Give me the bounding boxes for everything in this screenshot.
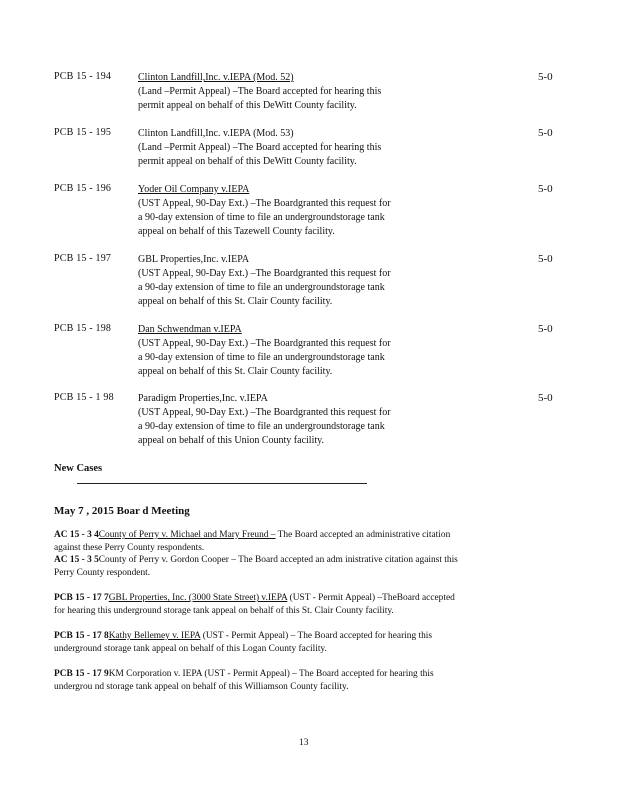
case-vote: 5-0: [538, 392, 553, 404]
case-text: County of Perry v. Gordon Cooper – The Board accepted an adm inistrative citation against this: [98, 555, 458, 565]
case-body: [138, 183, 468, 239]
case-title: County of Perry v. Michael and Mary Freund –: [98, 530, 276, 540]
meeting-case: [54, 668, 524, 693]
meeting-case: [54, 592, 524, 617]
case-text-line: (Land –Permit Appeal) –The Board accepted for hearing this: [138, 86, 382, 97]
case-number: PCB 15 - 198: [54, 323, 112, 334]
page-number: 13: [299, 738, 309, 748]
case-entry: [0, 127, 618, 191]
case-text-line: appeal on behalf of this St. Clair County facility.: [138, 296, 333, 307]
case-vote: 5-0: [538, 127, 553, 139]
meeting-case: [54, 529, 524, 554]
case-vote: 5-0: [538, 183, 553, 195]
meeting-heading: May 7 , 2015 Boar d Meeting: [54, 505, 190, 517]
case-number: AC 15 - 3 4: [54, 530, 99, 540]
case-number: AC 15 - 3 5: [54, 555, 99, 565]
case-entry: [0, 253, 618, 317]
case-text: (UST - Permit Appeal) –TheBoard accepted: [287, 593, 455, 603]
case-text-line: appeal on behalf of this Tazewell County facility.: [138, 226, 335, 237]
case-number: PCB 15 - 17 8: [54, 631, 109, 641]
case-number: PCB 15 - 195: [54, 127, 112, 138]
case-entry: [0, 183, 618, 247]
case-title: GBL Properties,Inc. v.IEPA: [138, 254, 250, 265]
case-text-line: appeal on behalf of this Union County facility.: [138, 435, 324, 446]
case-text-line: a 90-day extension of time to file an undergroundstorage tank: [138, 421, 385, 432]
case-entry: [0, 71, 618, 135]
case-number: PCB 15 - 197: [54, 253, 112, 264]
case-text-line: (UST Appeal, 90-Day Ext.) –The Boardgranted this request for: [138, 268, 391, 279]
case-title: GBL Properties, Inc. (3000 State Street) v.IEPA: [108, 593, 288, 603]
case-text-line: permit appeal on behalf of this DeWitt County facility.: [138, 156, 357, 167]
case-text-line: (UST Appeal, 90-Day Ext.) –The Boardgranted this request for: [138, 198, 391, 209]
case-vote: 5-0: [538, 323, 553, 335]
case-text-line: undergrou nd storage tank appeal on behalf of this Williamson County facility.: [54, 681, 349, 692]
section-divider: [77, 483, 367, 484]
case-text: KM Corporation v. IEPA (UST - Permit Appeal) – The Board accepted for hearing this: [108, 669, 434, 679]
case-number: PCB 15 - 196: [54, 183, 112, 194]
case-title: Clinton Landfill,Inc. v.IEPA (Mod. 52): [138, 72, 294, 83]
case-entry: [0, 323, 618, 387]
case-body: [138, 71, 468, 113]
case-number: PCB 15 - 194: [54, 71, 112, 82]
case-text-line: (Land –Permit Appeal) –The Board accepted for hearing this: [138, 142, 382, 153]
case-text: (UST - Permit Appeal) – The Board accepted for hearing this: [200, 631, 433, 641]
case-title: Kathy Bellemey v. IEPA: [108, 631, 201, 641]
case-vote: 5-0: [538, 71, 553, 83]
case-body: [138, 323, 468, 379]
case-text-line: permit appeal on behalf of this DeWitt County facility.: [138, 100, 357, 111]
case-title: Yoder Oil Company v.IEPA: [138, 184, 250, 195]
case-text: The Board accepted an administrative citation: [275, 530, 451, 540]
case-vote: 5-0: [538, 253, 553, 265]
case-text-line: a 90-day extension of time to file an undergroundstorage tank: [138, 212, 385, 223]
new-cases-heading: New Cases: [54, 463, 103, 474]
case-number: PCB 15 - 17 7: [54, 593, 109, 603]
case-title: Paradigm Properties,Inc. v.IEPA: [138, 393, 268, 404]
case-text-line: appeal on behalf of this St. Clair County facility.: [138, 366, 333, 377]
case-text-line: a 90-day extension of time to file an undergroundstorage tank: [138, 352, 385, 363]
case-title: Clinton Landfill,Inc. v.IEPA (Mod. 53): [138, 128, 294, 139]
case-text-line: (UST Appeal, 90-Day Ext.) –The Boardgranted this request for: [138, 338, 391, 349]
meeting-case: [54, 554, 524, 579]
case-entry: [0, 392, 618, 456]
case-text-line: underground storage tank appeal on behalf of this Logan County facility.: [54, 643, 327, 654]
case-text-line: (UST Appeal, 90-Day Ext.) –The Boardgranted this request for: [138, 407, 391, 418]
case-text-line: for hearing this underground storage tank appeal on behalf of this St. Clair County facility.: [54, 605, 394, 616]
case-body: [138, 127, 468, 169]
case-number: PCB 15 - 1 98: [54, 392, 114, 403]
case-body: [138, 392, 468, 448]
case-title: Dan Schwendman v.IEPA: [138, 324, 242, 335]
case-number: PCB 15 - 17 9: [54, 669, 109, 679]
case-text-line: against these Perry County respondents.: [54, 542, 205, 553]
case-text-line: a 90-day extension of time to file an undergroundstorage tank: [138, 282, 385, 293]
meeting-case: [54, 630, 524, 655]
case-body: [138, 253, 468, 309]
case-text-line: Perry County respondent.: [54, 567, 151, 578]
